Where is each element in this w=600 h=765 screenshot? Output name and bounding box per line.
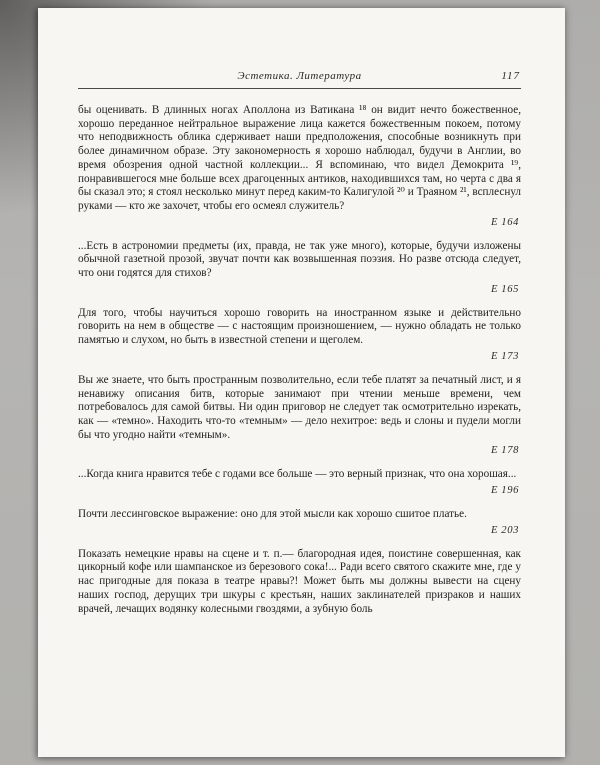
quote-text: Для того, чтобы научиться хорошо говорить на иностранном языке и действительно говорить на нем в обществе — с настоящим произношением, — нужно обладать не только памятью и слухом, но быть в известной степени и щеголем. (78, 306, 521, 347)
quote-ref: Е 173 (490, 350, 519, 362)
quote-block (78, 374, 521, 458)
quote-text: Показать немецкие нравы на сцене и т. п.— благородная идея, поистине совершенная, как цикорный кофе или шампанское из березового сока!... Ради всего святого скажите мне, где у нас пригодные для показа в театре нравы?! Может быть мы должны вывести на сцену наших господ, дерущих три шкуры с крестьян, наших заклинателей призраков и наших врачей, лечащих водянку колесными гвоздями, а зубную боль (78, 547, 521, 615)
quote-text: Почти лессинговское выражение: оно для этой мысли как хорошо сшитое платье. (78, 508, 467, 521)
running-header (78, 70, 521, 85)
quote-text: ...Когда книга нравится тебе с годами все больше — это верный признак, что она хорошая... (78, 468, 517, 481)
quote-block (78, 468, 521, 497)
quote-block (78, 240, 521, 296)
quote-text: ...Есть в астрономии предметы (их, правда, не так уже много), которые, будучи изложены обычной газетной прозой, звучат почти как возвышенная поэзия. Но разве отсюда следует, что они годятся для стихов? (78, 239, 521, 280)
quote-block (78, 508, 521, 537)
quote-ref: Е 165 (490, 283, 519, 295)
quote-ref: Е 178 (490, 445, 519, 457)
quote-block (78, 548, 521, 617)
header-title: Эстетика. Литература (237, 70, 362, 82)
header-rule (78, 88, 521, 89)
quotes-container (78, 104, 521, 616)
quote-ref: Е 196 (490, 485, 519, 497)
quote-block (78, 104, 521, 229)
quote-ref: Е 203 (490, 524, 519, 536)
quote-text: Вы же знаете, что быть пространным позволительно, если тебе платят за печатный лист, и я ненавижу описания битв, которые занимают при чтении меньше времени, чем потребовалось для самой битвы. Ни один приговор не следует так осмотрительно изрекать, как — «темно». Находить что-то «темным» — дело нехитрое: ведь и слоны и пудели могли бы что угодно найти «темным». (78, 373, 521, 441)
book-page (38, 8, 565, 757)
quote-text: бы оценивать. В длинных ногах Аполлона из Ватикана ¹⁸ он видит нечто божественное, хорошо переданное нейтральное выражение лица кажется божественным покоем, потому что неподвижность облика сдерживает наши предположения, способные возникнуть при более динамичном образе. Эту закономерность я хорошо наблюдал, будучи в Англии, во время обозрения одной частной коллекции... Я вспоминаю, что видел Демокрита ¹⁹, понравившегося мне больше всех драгоценных антиков, находившихся там, но черта с два я бы сказал это; я стоял несколько минут перед каким-то Калигулой ²⁰ и Траяном ²¹, всплеснул руками — кто же захочет, чтобы его осмеял служитель? (78, 104, 521, 212)
page-number: 117 (501, 70, 520, 82)
text-column (38, 8, 565, 616)
quote-block (78, 307, 521, 363)
quote-ref: Е 164 (490, 216, 519, 228)
